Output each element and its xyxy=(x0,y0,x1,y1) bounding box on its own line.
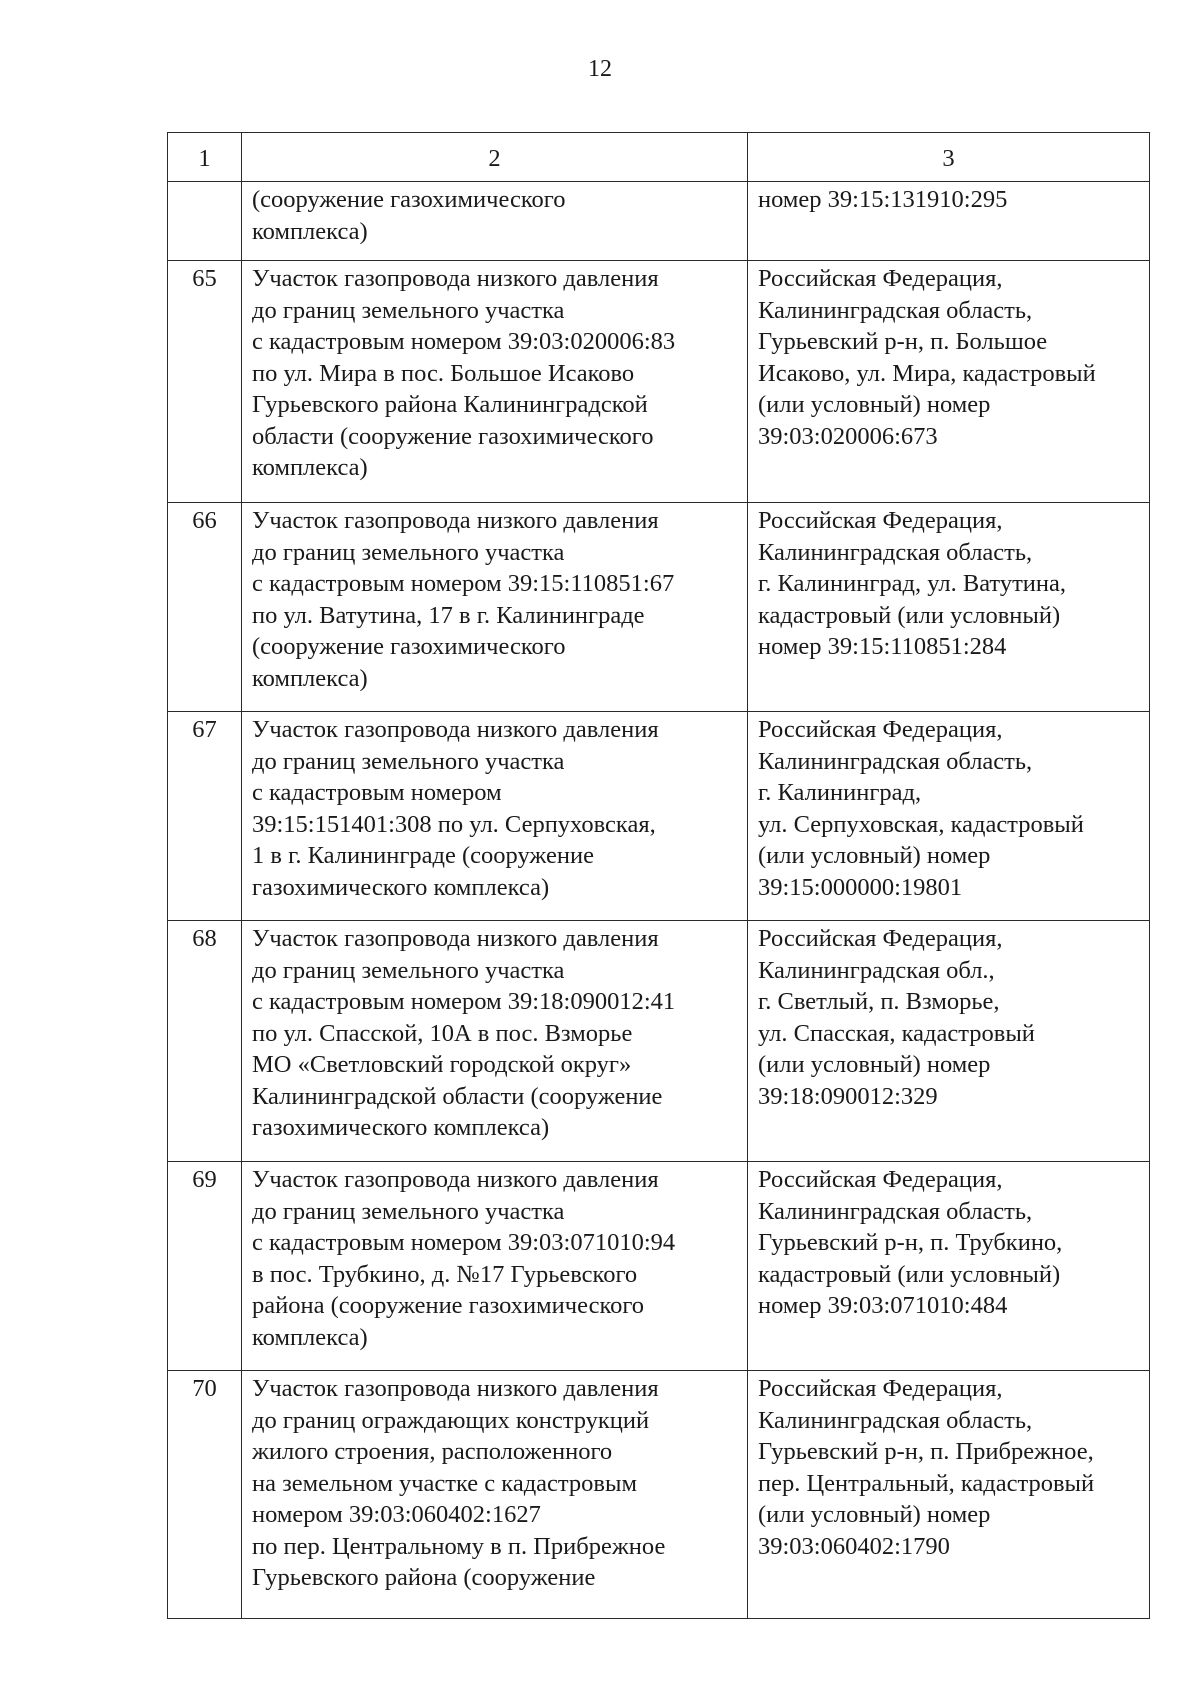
address-line: Калининградская область, xyxy=(758,296,1033,324)
address-line: (или условный) номер xyxy=(758,1501,991,1528)
description-line: 39:15:151401:308 по ул. Серпуховская, xyxy=(252,810,656,838)
description-line: до границ земельного участка xyxy=(252,538,565,566)
description-line: номером 39:03:060402:1627 xyxy=(252,1501,541,1528)
description-line: Гурьевского района (сооружение xyxy=(252,1564,596,1591)
description-line: до границ земельного участка xyxy=(252,747,565,775)
row-number: 68 xyxy=(168,921,242,1162)
header-col-1: 1 xyxy=(168,133,242,182)
address-line: Российская Федерация, xyxy=(758,507,1003,534)
address-line: кадастровый (или условный) xyxy=(758,601,1061,629)
page-number: 12 xyxy=(588,56,612,82)
address-line: 39:15:000000:19801 xyxy=(758,873,963,901)
description-line: Участок газопровода низкого давления xyxy=(252,1166,659,1193)
header-col-2: 2 xyxy=(242,133,748,182)
object-address-cell xyxy=(748,1162,1150,1371)
address-line: 39:03:060402:1790 xyxy=(758,1532,950,1560)
description-line: по ул. Ватутина, 17 в г. Калининграде xyxy=(252,601,645,629)
address-line: пер. Центральный, кадастровый xyxy=(758,1469,1095,1497)
description-line: Участок газопровода низкого давления xyxy=(252,716,659,743)
object-address-cell xyxy=(748,182,1150,261)
description-line: района (сооружение газохимического xyxy=(252,1292,645,1319)
table-row xyxy=(168,921,1150,1162)
table-row xyxy=(168,503,1150,712)
description-line: с кадастровым номером 39:03:020006:83 xyxy=(252,328,676,355)
address-line: Российская Федерация, xyxy=(758,716,1003,743)
address-line: Калининградская область, xyxy=(758,1197,1033,1225)
object-description-cell xyxy=(242,1371,748,1619)
table-row xyxy=(168,1371,1150,1619)
address-line: ул. Спасская, кадастровый xyxy=(758,1019,1035,1047)
description-line: с кадастровым номером 39:18:090012:41 xyxy=(252,988,676,1015)
description-line: Участок газопровода низкого давления xyxy=(252,265,659,292)
address-line: номер 39:15:131910:295 xyxy=(758,186,1008,213)
object-description-cell xyxy=(242,921,748,1162)
description-line: в пос. Трубкино, д. №17 Гурьевского xyxy=(252,1260,638,1288)
table-body xyxy=(168,133,1150,1619)
description-line: комплекса) xyxy=(252,664,368,692)
address-line: Калининградская область, xyxy=(758,747,1033,775)
address-line: (или условный) номер xyxy=(758,1051,991,1078)
object-description-cell xyxy=(242,503,748,712)
description-line: МО «Светловский городской округ» xyxy=(252,1051,632,1078)
header-col-3: 3 xyxy=(748,133,1150,182)
description-line: по ул. Спасской, 10А в пос. Взморье xyxy=(252,1019,633,1047)
address-line: Калининградская обл., xyxy=(758,956,995,984)
description-line: по пер. Центральному в п. Прибрежное xyxy=(252,1532,666,1560)
table-row xyxy=(168,712,1150,921)
address-line: г. Калининград, ул. Ватутина, xyxy=(758,570,1066,597)
row-number: 65 xyxy=(168,261,242,503)
address-line: 39:03:020006:673 xyxy=(758,422,938,450)
row-number xyxy=(168,182,242,261)
address-line: Исаково, ул. Мира, кадастровый xyxy=(758,359,1096,387)
description-line: области (сооружение газохимического xyxy=(252,422,654,450)
address-line: г. Калининград, xyxy=(758,779,922,806)
address-line: (или условный) номер xyxy=(758,842,991,869)
description-line: Участок газопровода низкого давления xyxy=(252,925,659,952)
description-line: с кадастровым номером 39:15:110851:67 xyxy=(252,570,675,597)
property-table xyxy=(167,132,1150,1619)
address-line: Российская Федерация, xyxy=(758,265,1003,292)
row-number: 69 xyxy=(168,1162,242,1371)
description-line: комплекса) xyxy=(252,454,368,481)
description-line: (сооружение газохимического xyxy=(252,186,566,213)
object-address-cell xyxy=(748,712,1150,921)
description-line: газохимического комплекса) xyxy=(252,873,550,901)
object-description-cell xyxy=(242,261,748,503)
object-address-cell xyxy=(748,503,1150,712)
description-line: на земельном участке с кадастровым xyxy=(252,1469,637,1497)
row-number: 66 xyxy=(168,503,242,712)
description-line: до границ ограждающих конструкций xyxy=(252,1406,650,1434)
object-address-cell xyxy=(748,261,1150,503)
description-line: Калининградской области (сооружение xyxy=(252,1082,663,1110)
address-line: 39:18:090012:329 xyxy=(758,1082,938,1110)
address-line: (или условный) номер xyxy=(758,391,991,418)
description-line: до границ земельного участка xyxy=(252,296,565,324)
table-header-row xyxy=(168,133,1150,182)
description-line: (сооружение газохимического xyxy=(252,633,566,660)
address-line: Российская Федерация, xyxy=(758,925,1003,952)
object-description-cell xyxy=(242,1162,748,1371)
description-line: по ул. Мира в пос. Большое Исаково xyxy=(252,359,635,387)
description-line: жилого строения, расположенного xyxy=(252,1438,613,1465)
table-row xyxy=(168,1162,1150,1371)
address-line: г. Светлый, п. Взморье, xyxy=(758,988,1000,1015)
description-line: с кадастровым номером xyxy=(252,779,502,806)
description-line: Участок газопровода низкого давления xyxy=(252,507,659,534)
description-line: газохимического комплекса) xyxy=(252,1114,550,1141)
description-line: до границ земельного участка xyxy=(252,1197,565,1225)
object-address-cell xyxy=(748,1371,1150,1619)
object-description-cell xyxy=(242,712,748,921)
address-line: кадастровый (или условный) xyxy=(758,1260,1061,1288)
address-line: Гурьевский р-н, п. Прибрежное, xyxy=(758,1438,1094,1465)
description-line: с кадастровым номером 39:03:071010:94 xyxy=(252,1229,676,1256)
address-line: номер 39:15:110851:284 xyxy=(758,633,1007,660)
address-line: номер 39:03:071010:484 xyxy=(758,1292,1008,1319)
description-line: комплекса) xyxy=(252,1323,368,1351)
address-line: Российская Федерация, xyxy=(758,1375,1003,1402)
address-line: Гурьевский р-н, п. Трубкино, xyxy=(758,1229,1063,1256)
row-number: 67 xyxy=(168,712,242,921)
object-description-cell xyxy=(242,182,748,261)
row-number: 70 xyxy=(168,1371,242,1619)
address-line: Калининградская область, xyxy=(758,1406,1033,1434)
address-line: ул. Серпуховская, кадастровый xyxy=(758,810,1084,838)
table-row xyxy=(168,261,1150,503)
address-line: Гурьевский р-н, п. Большое xyxy=(758,328,1048,355)
object-address-cell xyxy=(748,921,1150,1162)
description-line: комплекса) xyxy=(252,217,368,245)
address-line: Калининградская область, xyxy=(758,538,1033,566)
table-row xyxy=(168,182,1150,261)
description-line: Участок газопровода низкого давления xyxy=(252,1375,659,1402)
description-line: Гурьевского района Калининградской xyxy=(252,391,648,418)
description-line: до границ земельного участка xyxy=(252,956,565,984)
description-line: 1 в г. Калининграде (сооружение xyxy=(252,842,594,869)
address-line: Российская Федерация, xyxy=(758,1166,1003,1193)
